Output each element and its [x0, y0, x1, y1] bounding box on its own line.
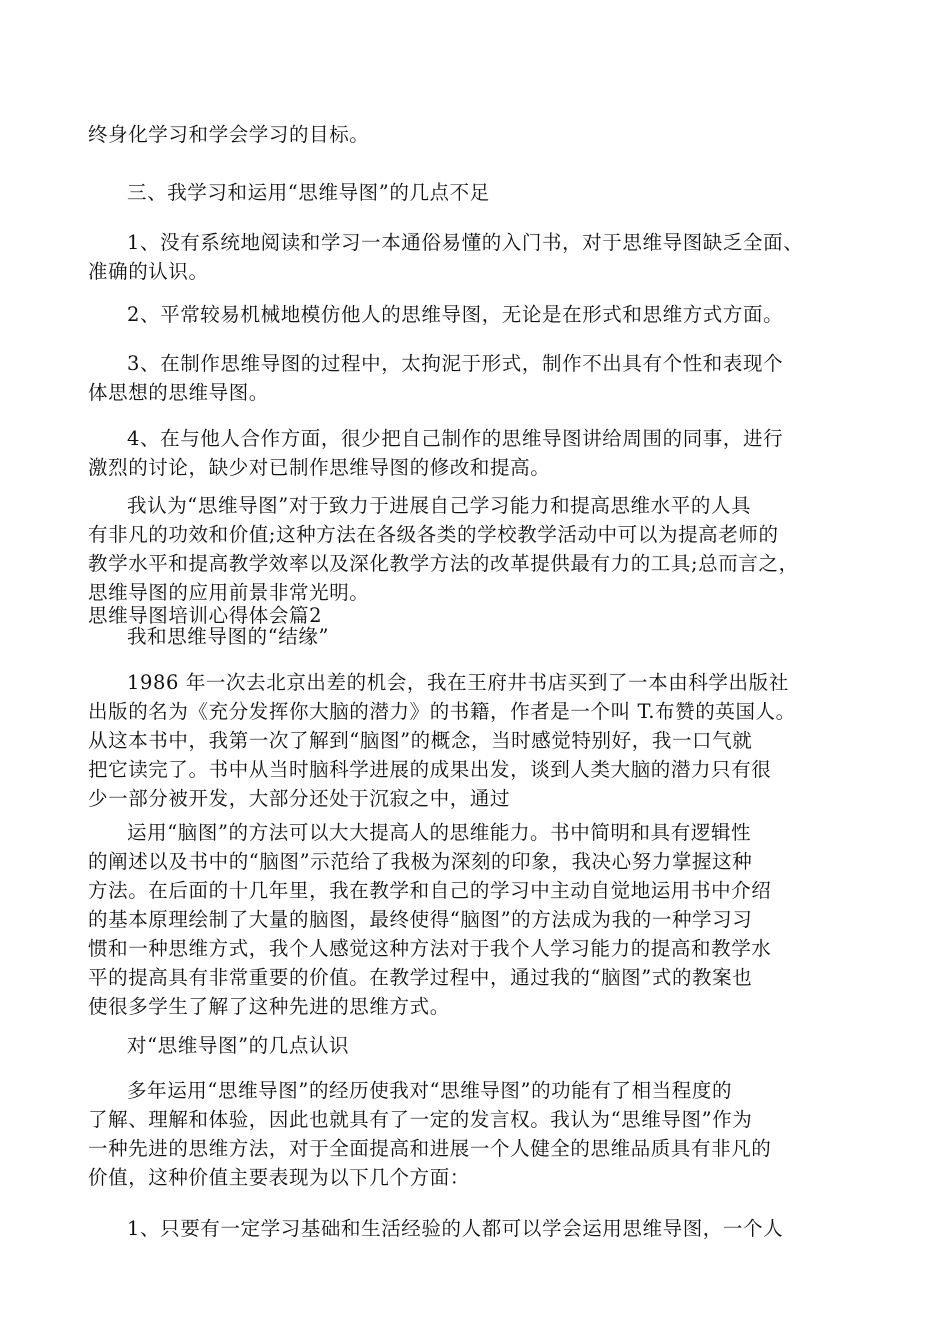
paragraph-9: 多年运用“思维导图”的经历使我对“思维导图”的功能有了相当程度的 了解、理解和体验，因此也就具有了一定的发言权。我认为“思维导图”作为 一种先进的思维方法，对于全面提高和进展一个人健全的思维品质具有非凡的 价值，这种价值主要表现为以下几个方面： [88, 1079, 772, 1189]
subheading-connection: 我和思维导图的“结缘” [127, 625, 330, 648]
paragraph-6: 我认为“思维导图”对于致力于进展自己学习能力和提高思维水平的人具 有非凡的功效和价值;这种方法在各级各类的学校教学活动中可以为提高老师的 教学水平和提高教学效率以及深化教学方法的改革提供最有力的工具;总而言之， 思维导图的应用前景非常光明。 [88, 494, 799, 604]
chapter-title: 思维导图培训心得体会篇2 [88, 604, 323, 627]
paragraph-10: 1、只要有一定学习基础和生活经验的人都可以学会运用思维导图，一个人 [127, 1217, 784, 1240]
paragraph-1: 终身化学习和学会学习的目标。 [88, 123, 370, 146]
paragraph-7: 1986 年一次去北京出差的机会，我在王府井书店买到了一本由科学出版社 出版的名为《充分发挥你大脑的潜力》的书籍，作者是一个叫 T.布赞的英国人。 从这本书中，我第一次了解到“脑图”的概念，当时感觉特别好，我一口气就 把它读完了。书中从当时脑科学进展的成果出发，谈到人类大脑的潜力只有很 少一部分被开发，大部分还处于沉寂之中，通过 [88, 671, 796, 810]
paragraph-8: 运用“脑图”的方法可以大大提高人的思维能力。书中简明和具有逻辑性 的阐述以及书中的“脑图”示范给了我极为深刻的印象，我决心努力掌握这种 方法。在后面的十几年里，我在教学和自己的学习中主动自觉地运用书中介绍 的基本原理绘制了大量的脑图，最终使得“脑图”的方法成为我的一种学习习 惯和一种思维方式，我个人感觉这种方法对于我个人学习能力的提高和教学水 平的提高具有非常重要的价值。在教学过程中，通过我的“脑图”式的教案也 使很多学生了解了这种先进的思维方式。 [88, 821, 772, 1018]
paragraph-2: 1、没有系统地阅读和学习一本通俗易懂的入门书，对于思维导图缺乏全面、 准确的认识。 [88, 231, 804, 283]
paragraph-4: 3、在制作思维导图的过程中，太拘泥于形式，制作不出具有个性和表现个 体思想的思维导图。 [88, 352, 784, 404]
subheading-understanding: 对“思维导图”的几点认识 [127, 1034, 350, 1057]
paragraph-5: 4、在与他人合作方面，很少把自己制作的思维导图讲给周围的同事，进行 激烈的讨论，缺少对已制作思维导图的修改和提高。 [88, 427, 784, 479]
paragraph-3: 2、平常较易机械地模仿他人的思维导图，无论是在形式和思维方式方面。 [127, 303, 784, 326]
section-heading-3: 三、我学习和运用“思维导图”的几点不足 [127, 181, 490, 204]
